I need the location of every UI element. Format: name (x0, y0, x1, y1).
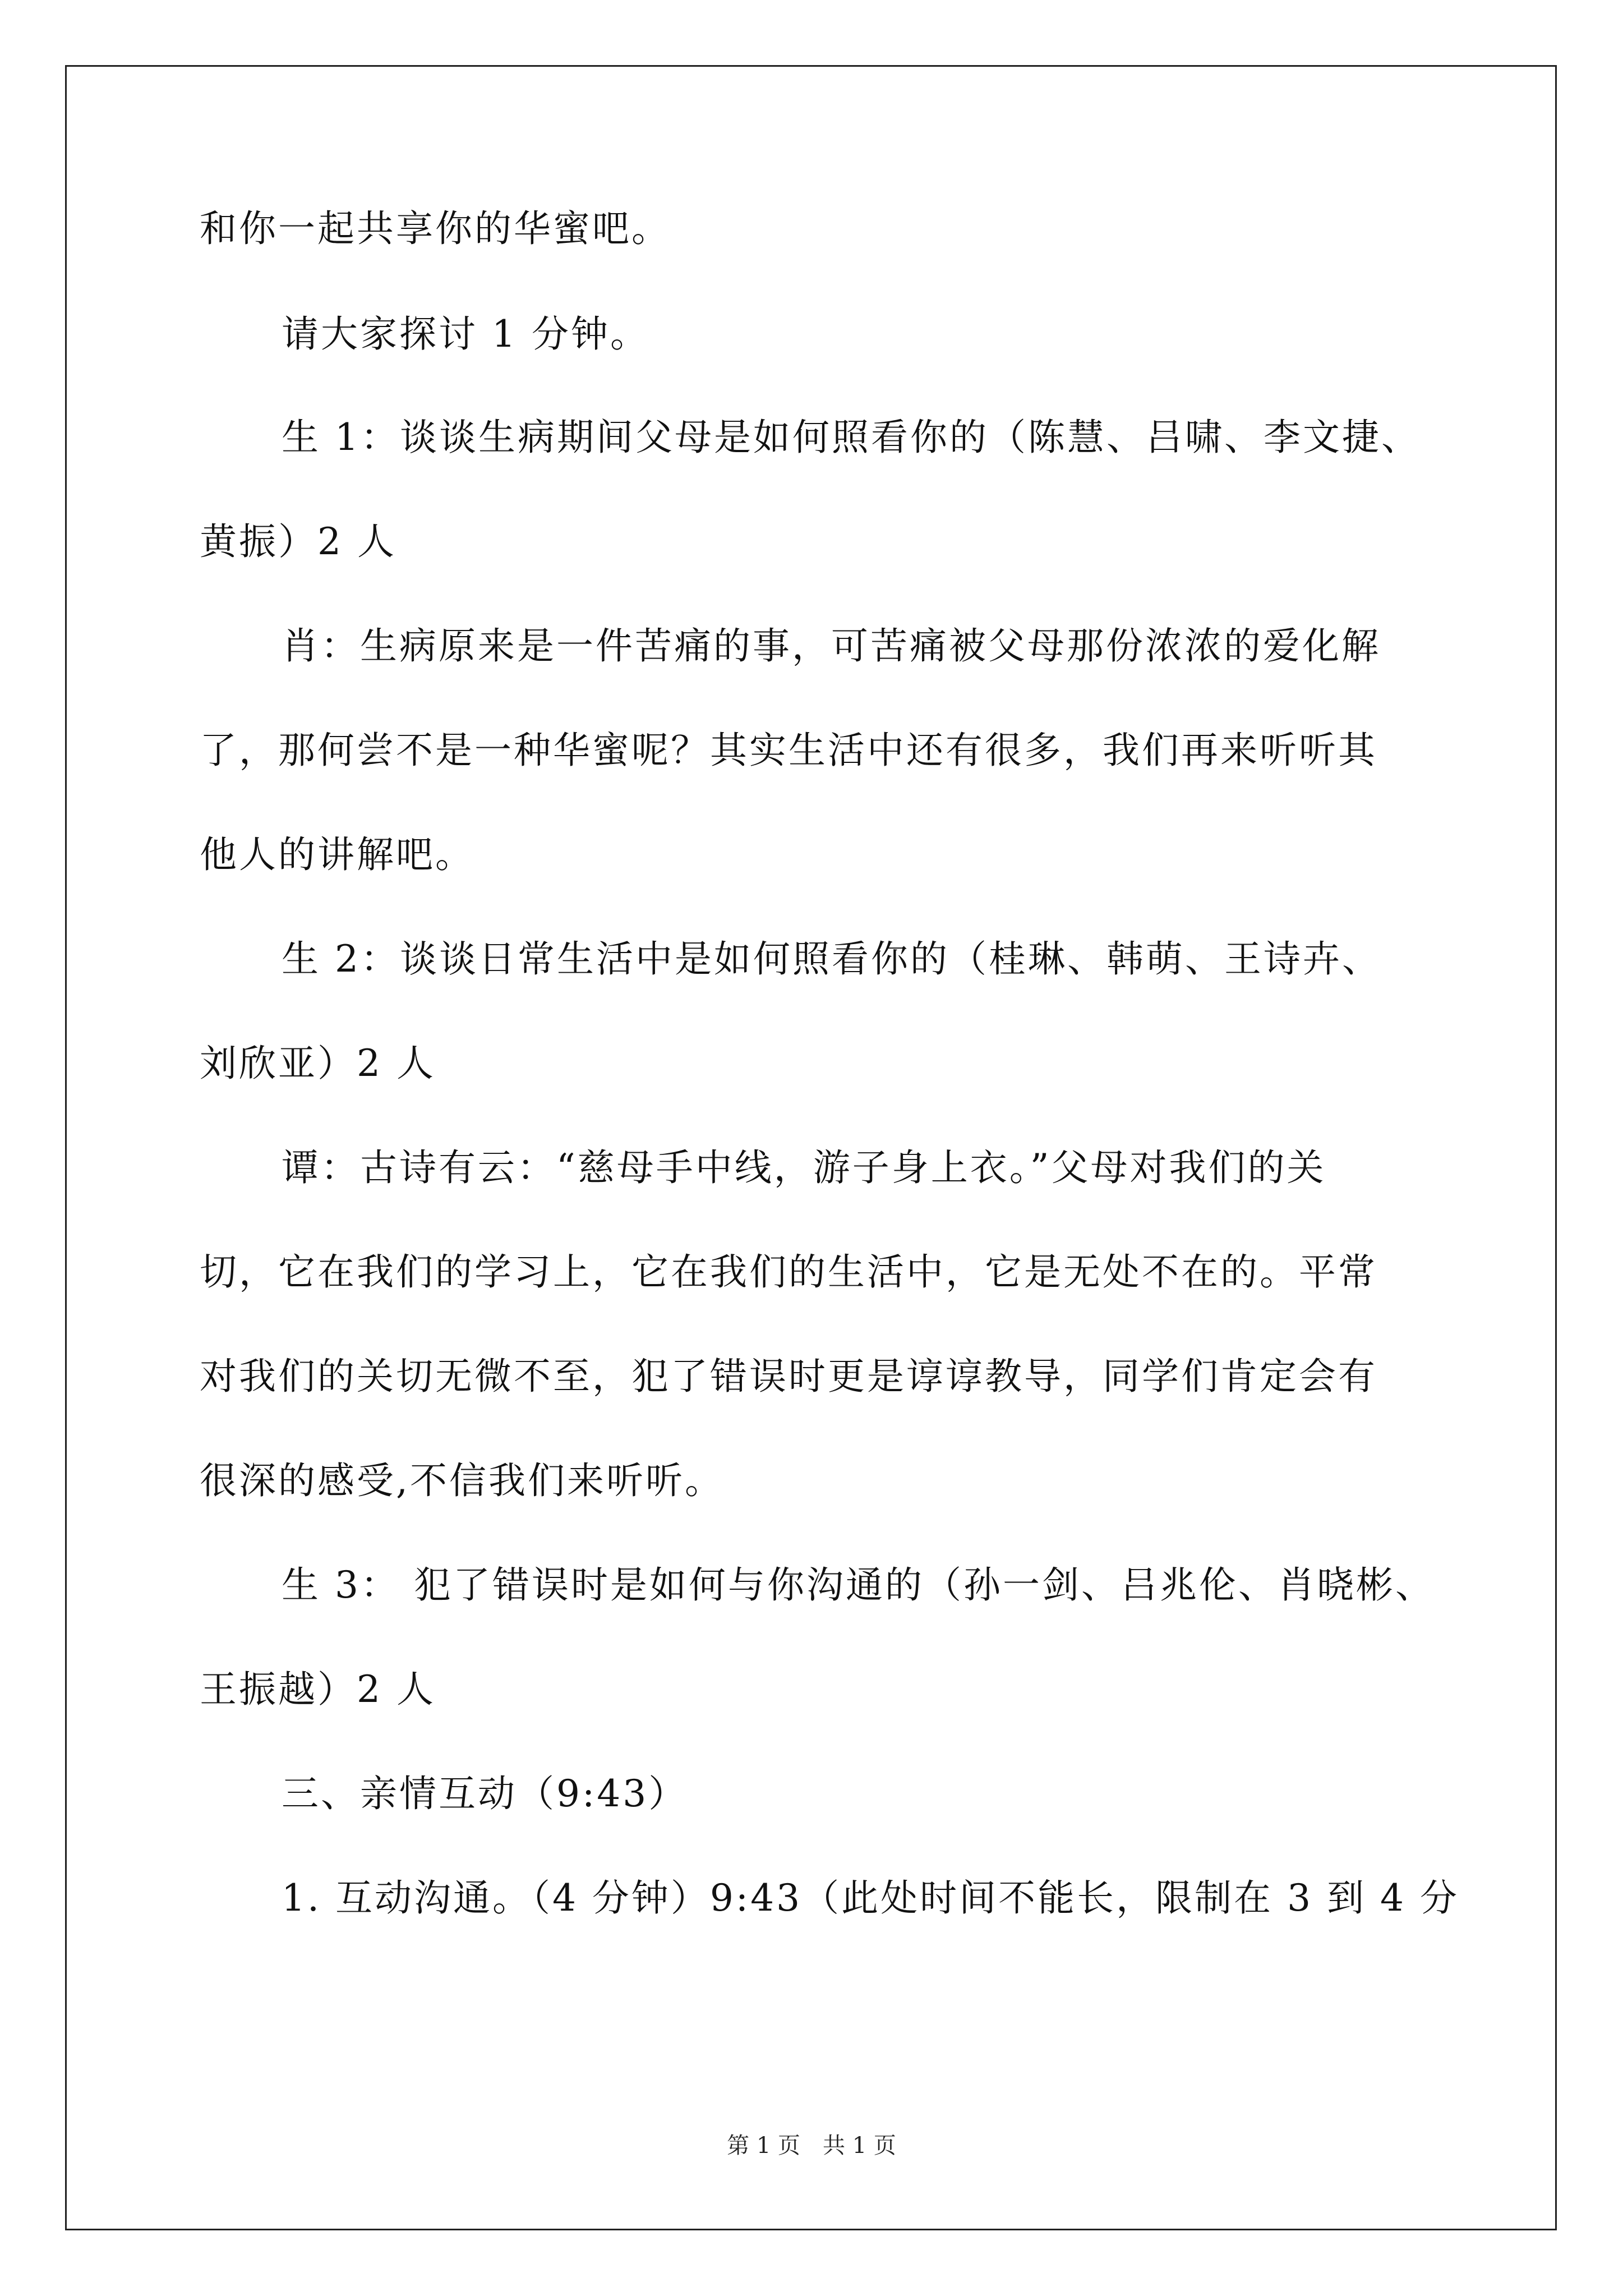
text-line: 生 2：谈谈日常生活中是如何照看你的（桂琳、韩萌、王诗卉、 (282, 937, 1381, 981)
text-line: 生 3： 犯了错误时是如何与你沟通的（孙一剑、吕兆伦、肖晓彬、 (282, 1563, 1435, 1607)
text-line: 1. 互动沟通。（4 分钟）9:43（此处时间不能长，限制在 3 到 4 分 (282, 1876, 1460, 1920)
text-line: 和你一起共享你的华蜜吧。 (200, 207, 671, 250)
text-line: 切，它在我们的学习上，它在我们的生活中，它是无处不在的。平常 (200, 1250, 1377, 1294)
text-line: 对我们的关切无微不至，犯了错误时更是谆谆教导，同学们肯定会有 (200, 1355, 1377, 1398)
text-line: 很深的感受,不信我们来听听。 (200, 1459, 724, 1502)
page-number-footer: 第 1 页 共 1 页 (727, 2133, 896, 2159)
text-line: 他人的讲解吧。 (200, 833, 474, 876)
text-line: 刘欣亚）2 人 (200, 1042, 436, 1085)
text-line: 了，那何尝不是一种华蜜呢？其实生活中还有很多，我们再来听听其 (200, 729, 1377, 772)
text-line: 生 1：谈谈生病期间父母是如何照看你的（陈慧、吕啸、李文捷、 (282, 416, 1421, 459)
text-line: 黄振）2 人 (200, 520, 396, 563)
text-line: 请大家探讨 1 分钟。 (282, 312, 649, 356)
text-line: 王振越）2 人 (200, 1668, 436, 1711)
text-line: 谭：古诗有云：“慈母手中线，游子身上衣。”父母对我们的关 (282, 1146, 1326, 1189)
text-line: 肖：生病原来是一件苦痛的事，可苦痛被父母那份浓浓的爱化解 (282, 624, 1381, 668)
section-heading: 三、亲情互动（9:43） (282, 1772, 688, 1815)
